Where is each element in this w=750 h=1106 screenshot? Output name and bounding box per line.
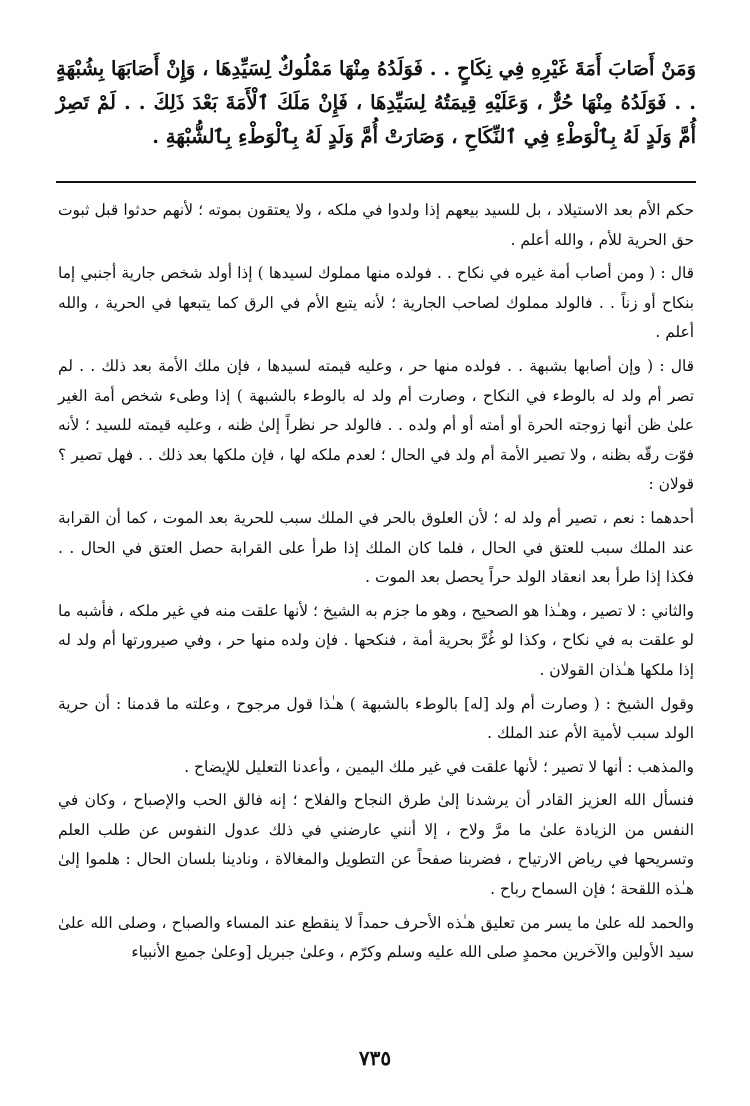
commentary-paragraph: فنسأل الله العزيز القادر أن يرشدنا إلىٰ طرق النجاح والفلاح ؛ إنه فالق الحب والإصباح ، وكان في النفس من الزيادة علىٰ ما مرَّ ولاح ، إلا أنني عارضني في ذلك عدول النفوس عن طلب العلم وتسريحها في رياض الارتياح ، فضربنا صفحاً عن التطويل والمغالاة ، ونادينا بلسان الحال : هلموا إلىٰ هـٰذه اللقحة ؛ فإن السماح رباح . — [58, 791, 694, 899]
commentary-paragraph: والثاني : لا تصير ، وهـٰذا هو الصحيح ، وهو ما جزم به الشيخ ؛ لأنها علقت منه في غير ملكه ، فأشبه ما لو علقت به في نكاح ، وكذا لو غُرَّ بحرية أمة ، فنكحها . فإن ولده منها حر ، وفي صيرورتها أم ولد له إذا ملكها هـٰذان القولان . — [58, 601, 694, 679]
commentary-paragraph: قال : ( ومن أصاب أمة غيره في نكاح . . فولده منها مملوك لسيدها ) إذا أولد شخص جارية أجنبي إما بنكاح أو زناً . . فالولد مملوك لصاحب الجارية ؛ لأنه يتبع الأم في الرق كما يتبعها في الحرية ، والله أعلم . — [58, 264, 694, 342]
separator-rule — [56, 181, 696, 183]
page-number: ٧٣٥ — [358, 1046, 392, 1070]
commentary-paragraph: وقول الشيخ : ( وصارت أم ولد [له] بالوطء بالشبهة ) هـٰذا قول مرجوح ، وعلته ما قدمنا : أن حرية الولد سبب لأمية الأم عند الملك . — [58, 694, 694, 743]
commentary-paragraph: حكم الأم بعد الاستيلاد ، بل للسيد بيعهم إذا ولدوا في ملكه ، ولا يعتقون بموته ؛ لأنهم حدثوا قبل ثبوت حق الحرية للأم ، والله أعلم . — [58, 201, 694, 249]
commentary-paragraph: قال : ( وإن أصابها بشبهة . . فولده منها حر ، وعليه قيمته لسيدها ، فإن ملك الأمة بعد ذلك . . لم تصر أم ولد له بالوطء في النكاح ، وصارت أم ولد له بالوطء بالشبهة ) إذا وطىء شخص أمة الغير علىٰ ظن أنها زوجته الحرة أو أمته أو أم ولده . . فالولد حر نظراً إلىٰ ظنه ، وعليه قيمته للسيد ؛ لأنه فوّت رقّه بظنه ، ولا تصير الأمة أم ولد في الحال ؛ لعدم ملكه لها ، فإن ملكها بعد ذلك . . فهل تصير ؟ قولان : — [58, 356, 694, 494]
commentary-paragraph: والمذهب : أنها لا تصير ؛ لأنها علقت في غير ملك اليمين ، وأعدنا التعليل للإيضاح . — [184, 757, 694, 776]
main-text-paragraph: وَمَنْ أَصَابَ أَمَةَ غَيْرِهِ فِي نِكَاحٍ . . فَوَلَدُهُ مِنْهَا مَمْلُوكٌ لِسَيِّدِهَا ، وَإِنْ أَصَابَهَا بِشُبْهَةٍ . . فَوَلَدُهُ مِنْهَا حُرٌّ ، وَعَلَيْهِ قِيمَتُهُ لِسَيِّدِهَا ، فَإِنْ مَلَكَ ٱلْأَمَةَ بَعْدَ ذَلِكَ . . لَمْ تَصِرْ أُمَّ وَلَدٍ لَهُ بِٱلْوَطْءِ فِي ٱلنِّكَاحِ ، وَصَارَتْ أُمَّ وَلَدٍ لَهُ بِٱلْوَطْءِ بِٱلشُّبْهَةِ . — [56, 57, 696, 148]
commentary-paragraph: والحمد لله علىٰ ما يسر من تعليق هـٰذه الأحرف حمداً لا ينقطع عند المساء والصباح ، وصلى الله علىٰ سيد الأولين والآخرين محمدٍ صلى الله عليه وسلم وكرّم ، وعلىٰ جبريل [وعلىٰ جميع الأنبياء — [58, 913, 694, 962]
commentary-paragraph: أحدهما : نعم ، تصير أم ولد له ؛ لأن العلوق بالحر في الملك سبب للحرية بعد الموت ، كما أن القرابة عند الملك سبب للعتق في الحال ، فلما كان الملك إذا طرأ على القرابة حصل العتق في الحال . . فكذا إذا طرأ بعد انعقاد الولد حراً يحصل بعد الموت . — [58, 508, 694, 587]
main-text-block — [56, 52, 696, 154]
commentary-block — [58, 196, 694, 972]
